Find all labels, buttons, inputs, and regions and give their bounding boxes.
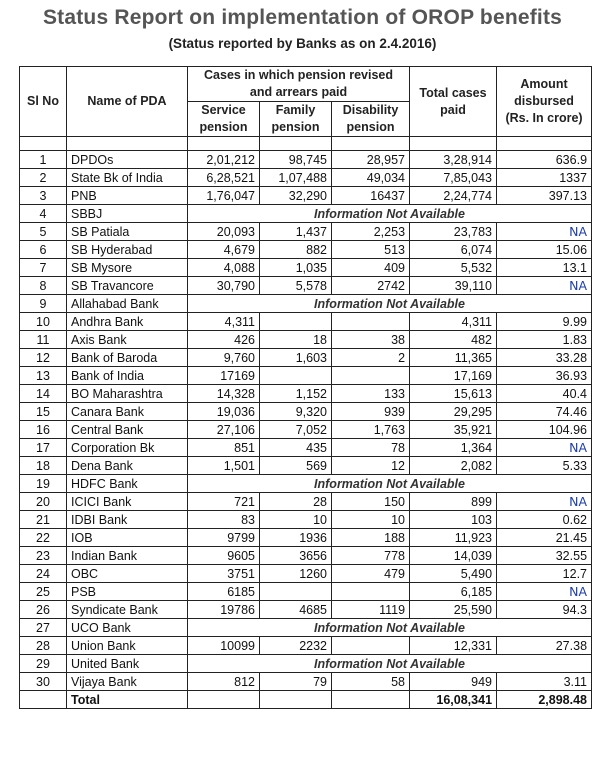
cell-service-pension: 4,311	[188, 313, 260, 331]
cell-disability-pension	[332, 583, 410, 601]
cell-sl-no: 29	[20, 655, 67, 673]
cell-total-disability	[332, 691, 410, 709]
table-row	[20, 493, 592, 511]
cell-info-not-available: Information Not Available	[188, 475, 592, 493]
cell-amount: 1337	[497, 169, 592, 187]
table-row	[20, 349, 592, 367]
table-row	[20, 277, 592, 295]
cell-sl-no: 13	[20, 367, 67, 385]
table-row	[20, 403, 592, 421]
cell-total-cases: 949	[410, 673, 497, 691]
cell-disability-pension	[332, 637, 410, 655]
table-row	[20, 223, 592, 241]
cell-sl-no: 25	[20, 583, 67, 601]
cell-total-cases: 5,490	[410, 565, 497, 583]
cell-sl-no: 17	[20, 439, 67, 457]
cell-total-cases: 899	[410, 493, 497, 511]
table-row	[20, 169, 592, 187]
header-name-of-pda: Name of PDA	[67, 67, 188, 137]
header-amount: Amount disbursed (Rs. In crore)	[497, 67, 592, 137]
cell-pda-name: SB Travancore	[67, 277, 188, 295]
cell-amount: 15.06	[497, 241, 592, 259]
cell-pda-name: Central Bank	[67, 421, 188, 439]
report-title: Status Report on implementation of OROP benefits	[42, 6, 563, 29]
cell-total-sl	[20, 691, 67, 709]
cell-disability-pension: 58	[332, 673, 410, 691]
table-row	[20, 439, 592, 457]
cell-amount: 40.4	[497, 385, 592, 403]
cell-family-pension: 7,052	[260, 421, 332, 439]
cell-total-cases: 29,295	[410, 403, 497, 421]
table-row	[20, 187, 592, 205]
cell-sl-no: 1	[20, 151, 67, 169]
cell-disability-pension: 12	[332, 457, 410, 475]
cell-family-pension: 98,745	[260, 151, 332, 169]
cell-amount: 0.62	[497, 511, 592, 529]
cell-service-pension: 19,036	[188, 403, 260, 421]
cell-info-not-available: Information Not Available	[188, 655, 592, 673]
cell-amount: NA	[497, 493, 592, 511]
cell-sl-no: 9	[20, 295, 67, 313]
cell-pda-name: Syndicate Bank	[67, 601, 188, 619]
cell-service-pension: 20,093	[188, 223, 260, 241]
cell-total-cases: 5,532	[410, 259, 497, 277]
cell-service-pension: 30,790	[188, 277, 260, 295]
cell-pda-name: OBC	[67, 565, 188, 583]
cell-disability-pension	[332, 367, 410, 385]
table-row	[20, 385, 592, 403]
header-sl-no: Sl No	[20, 67, 67, 137]
cell-total-cases-sum: 16,08,341	[410, 691, 497, 709]
table-body	[20, 137, 592, 709]
cell-family-pension: 1260	[260, 565, 332, 583]
cell-service-pension: 14,328	[188, 385, 260, 403]
cell-amount: 397.13	[497, 187, 592, 205]
cell-family-pension: 1,152	[260, 385, 332, 403]
table-row	[20, 601, 592, 619]
cell-family-pension: 9,320	[260, 403, 332, 421]
cell-family-pension: 882	[260, 241, 332, 259]
cell-sl-no: 26	[20, 601, 67, 619]
cell-service-pension: 721	[188, 493, 260, 511]
cell-disability-pension: 513	[332, 241, 410, 259]
cell-service-pension: 2,01,212	[188, 151, 260, 169]
cell-amount: NA	[497, 583, 592, 601]
cell-family-pension: 5,578	[260, 277, 332, 295]
cell-sl-no: 16	[20, 421, 67, 439]
cell-service-pension: 10099	[188, 637, 260, 655]
cell-amount: 12.7	[497, 565, 592, 583]
table-row	[20, 637, 592, 655]
cell-pda-name: PSB	[67, 583, 188, 601]
cell-disability-pension: 49,034	[332, 169, 410, 187]
cell-family-pension: 1936	[260, 529, 332, 547]
cell-pda-name: State Bk of India	[67, 169, 188, 187]
cell-disability-pension: 409	[332, 259, 410, 277]
cell-service-pension: 6185	[188, 583, 260, 601]
cell-family-pension: 18	[260, 331, 332, 349]
cell-pda-name: DPDOs	[67, 151, 188, 169]
table-row	[20, 295, 592, 313]
cell-pda-name: Vijaya Bank	[67, 673, 188, 691]
table-row	[20, 259, 592, 277]
cell-total-cases: 7,85,043	[410, 169, 497, 187]
cell-amount: 9.99	[497, 313, 592, 331]
cell-pda-name: SB Hyderabad	[67, 241, 188, 259]
cell-info-not-available: Information Not Available	[188, 295, 592, 313]
cell-total-cases: 3,28,914	[410, 151, 497, 169]
cell-total-cases: 11,923	[410, 529, 497, 547]
cell-pda-name: SBBJ	[67, 205, 188, 223]
cell-disability-pension: 133	[332, 385, 410, 403]
cell-sl-no: 2	[20, 169, 67, 187]
cell-total-cases: 103	[410, 511, 497, 529]
table-row	[20, 457, 592, 475]
table-row	[20, 475, 592, 493]
cell-family-pension: 10	[260, 511, 332, 529]
cell-family-pension	[260, 313, 332, 331]
cell-amount: 32.55	[497, 547, 592, 565]
cell-pda-name: Bank of India	[67, 367, 188, 385]
cell-pda-name: IDBI Bank	[67, 511, 188, 529]
cell-amount: 5.33	[497, 457, 592, 475]
table-row	[20, 367, 592, 385]
cell-sl-no: 18	[20, 457, 67, 475]
cell-sl-no: 19	[20, 475, 67, 493]
cell-family-pension: 3656	[260, 547, 332, 565]
cell-pda-name: PNB	[67, 187, 188, 205]
cell-amount: 21.45	[497, 529, 592, 547]
cell-total-family	[260, 691, 332, 709]
cell-info-not-available: Information Not Available	[188, 619, 592, 637]
header-total-cases: Total cases paid	[410, 67, 497, 137]
total-row	[20, 691, 592, 709]
cell-service-pension: 4,088	[188, 259, 260, 277]
cell-service-pension: 9799	[188, 529, 260, 547]
cell-amount: 13.1	[497, 259, 592, 277]
cell-pda-name: ICICI Bank	[67, 493, 188, 511]
cell-total-cases: 23,783	[410, 223, 497, 241]
cell-sl-no: 15	[20, 403, 67, 421]
cell-service-pension: 4,679	[188, 241, 260, 259]
table-row	[20, 511, 592, 529]
cell-sl-no: 30	[20, 673, 67, 691]
cell-sl-no: 8	[20, 277, 67, 295]
cell-total-cases: 25,590	[410, 601, 497, 619]
table-row	[20, 313, 592, 331]
spacer-row	[20, 137, 592, 151]
cell-pda-name: Allahabad Bank	[67, 295, 188, 313]
cell-total-cases: 4,311	[410, 313, 497, 331]
cell-pda-name: SB Mysore	[67, 259, 188, 277]
cell-disability-pension: 150	[332, 493, 410, 511]
cell-amount: 94.3	[497, 601, 592, 619]
header-service-pension: Service pension	[188, 102, 260, 137]
cell-sl-no: 5	[20, 223, 67, 241]
cell-pda-name: HDFC Bank	[67, 475, 188, 493]
cell-sl-no: 12	[20, 349, 67, 367]
cell-pda-name: Union Bank	[67, 637, 188, 655]
cell-disability-pension: 939	[332, 403, 410, 421]
cell-pda-name: Andhra Bank	[67, 313, 188, 331]
cell-sl-no: 22	[20, 529, 67, 547]
cell-info-not-available: Information Not Available	[188, 205, 592, 223]
cell-family-pension: 569	[260, 457, 332, 475]
cell-family-pension: 435	[260, 439, 332, 457]
cell-amount: NA	[497, 277, 592, 295]
cell-sl-no: 24	[20, 565, 67, 583]
cell-sl-no: 14	[20, 385, 67, 403]
cell-service-pension: 1,501	[188, 457, 260, 475]
cell-family-pension: 32,290	[260, 187, 332, 205]
table-row	[20, 619, 592, 637]
table-row	[20, 151, 592, 169]
cell-total-cases: 11,365	[410, 349, 497, 367]
table-row	[20, 421, 592, 439]
cell-total-cases: 2,082	[410, 457, 497, 475]
cell-disability-pension: 778	[332, 547, 410, 565]
cell-disability-pension: 28,957	[332, 151, 410, 169]
cell-total-amount: 2,898.48	[497, 691, 592, 709]
cell-amount: 3.11	[497, 673, 592, 691]
cell-total-cases: 1,364	[410, 439, 497, 457]
cell-family-pension	[260, 583, 332, 601]
cell-disability-pension: 2	[332, 349, 410, 367]
cell-sl-no: 23	[20, 547, 67, 565]
cell-total-cases: 14,039	[410, 547, 497, 565]
cell-sl-no: 27	[20, 619, 67, 637]
cell-service-pension: 27,106	[188, 421, 260, 439]
cell-sl-no: 4	[20, 205, 67, 223]
cell-service-pension: 426	[188, 331, 260, 349]
cell-amount: 1.83	[497, 331, 592, 349]
cell-total-cases: 6,074	[410, 241, 497, 259]
cell-family-pension: 4685	[260, 601, 332, 619]
cell-service-pension: 17169	[188, 367, 260, 385]
cell-pda-name: SB Patiala	[67, 223, 188, 241]
cell-pda-name: Bank of Baroda	[67, 349, 188, 367]
table-row	[20, 241, 592, 259]
cell-pda-name: Indian Bank	[67, 547, 188, 565]
cell-amount: NA	[497, 223, 592, 241]
cell-pda-name: Axis Bank	[67, 331, 188, 349]
cell-pda-name: UCO Bank	[67, 619, 188, 637]
table-row	[20, 205, 592, 223]
cell-service-pension: 3751	[188, 565, 260, 583]
cell-disability-pension: 188	[332, 529, 410, 547]
cell-pda-name: IOB	[67, 529, 188, 547]
cell-total-label: Total	[67, 691, 188, 709]
cell-total-cases: 2,24,774	[410, 187, 497, 205]
table-row	[20, 529, 592, 547]
table-row	[20, 655, 592, 673]
cell-disability-pension	[332, 313, 410, 331]
cell-total-cases: 35,921	[410, 421, 497, 439]
cell-service-pension: 851	[188, 439, 260, 457]
header-cases-group: Cases in which pension revised and arrears paid	[188, 67, 410, 102]
cell-sl-no: 28	[20, 637, 67, 655]
orop-status-table	[19, 66, 592, 709]
cell-family-pension: 1,437	[260, 223, 332, 241]
cell-sl-no: 11	[20, 331, 67, 349]
cell-amount: 36.93	[497, 367, 592, 385]
cell-disability-pension: 2,253	[332, 223, 410, 241]
cell-amount: NA	[497, 439, 592, 457]
cell-disability-pension: 1,763	[332, 421, 410, 439]
cell-total-cases: 6,185	[410, 583, 497, 601]
cell-total-cases: 39,110	[410, 277, 497, 295]
cell-pda-name: United Bank	[67, 655, 188, 673]
cell-amount: 33.28	[497, 349, 592, 367]
cell-sl-no: 20	[20, 493, 67, 511]
header-disability-pension: Disability pension	[332, 102, 410, 137]
table-row	[20, 583, 592, 601]
cell-sl-no: 3	[20, 187, 67, 205]
cell-service-pension: 812	[188, 673, 260, 691]
cell-total-cases: 12,331	[410, 637, 497, 655]
cell-disability-pension: 78	[332, 439, 410, 457]
cell-service-pension: 6,28,521	[188, 169, 260, 187]
header-family-pension: Family pension	[260, 102, 332, 137]
table-row	[20, 673, 592, 691]
cell-sl-no: 6	[20, 241, 67, 259]
cell-sl-no: 7	[20, 259, 67, 277]
cell-amount: 104.96	[497, 421, 592, 439]
cell-service-pension: 83	[188, 511, 260, 529]
cell-disability-pension: 479	[332, 565, 410, 583]
cell-amount: 27.38	[497, 637, 592, 655]
cell-family-pension	[260, 367, 332, 385]
table-row	[20, 331, 592, 349]
cell-pda-name: BO Maharashtra	[67, 385, 188, 403]
cell-disability-pension: 38	[332, 331, 410, 349]
cell-sl-no: 21	[20, 511, 67, 529]
cell-family-pension: 1,035	[260, 259, 332, 277]
cell-total-cases: 15,613	[410, 385, 497, 403]
cell-family-pension: 2232	[260, 637, 332, 655]
table-row	[20, 547, 592, 565]
cell-service-pension: 9,760	[188, 349, 260, 367]
cell-service-pension: 1,76,047	[188, 187, 260, 205]
table-row	[20, 565, 592, 583]
cell-family-pension: 1,07,488	[260, 169, 332, 187]
cell-disability-pension: 2742	[332, 277, 410, 295]
cell-total-service	[188, 691, 260, 709]
cell-disability-pension: 16437	[332, 187, 410, 205]
cell-amount: 636.9	[497, 151, 592, 169]
cell-pda-name: Dena Bank	[67, 457, 188, 475]
cell-sl-no: 10	[20, 313, 67, 331]
cell-pda-name: Canara Bank	[67, 403, 188, 421]
cell-pda-name: Corporation Bk	[67, 439, 188, 457]
cell-amount: 74.46	[497, 403, 592, 421]
report-subtitle: (Status reported by Banks as on 2.4.2016)	[168, 36, 437, 51]
cell-disability-pension: 1119	[332, 601, 410, 619]
cell-family-pension: 28	[260, 493, 332, 511]
cell-service-pension: 19786	[188, 601, 260, 619]
cell-family-pension: 79	[260, 673, 332, 691]
cell-service-pension: 9605	[188, 547, 260, 565]
cell-family-pension: 1,603	[260, 349, 332, 367]
cell-disability-pension: 10	[332, 511, 410, 529]
cell-total-cases: 17,169	[410, 367, 497, 385]
cell-total-cases: 482	[410, 331, 497, 349]
